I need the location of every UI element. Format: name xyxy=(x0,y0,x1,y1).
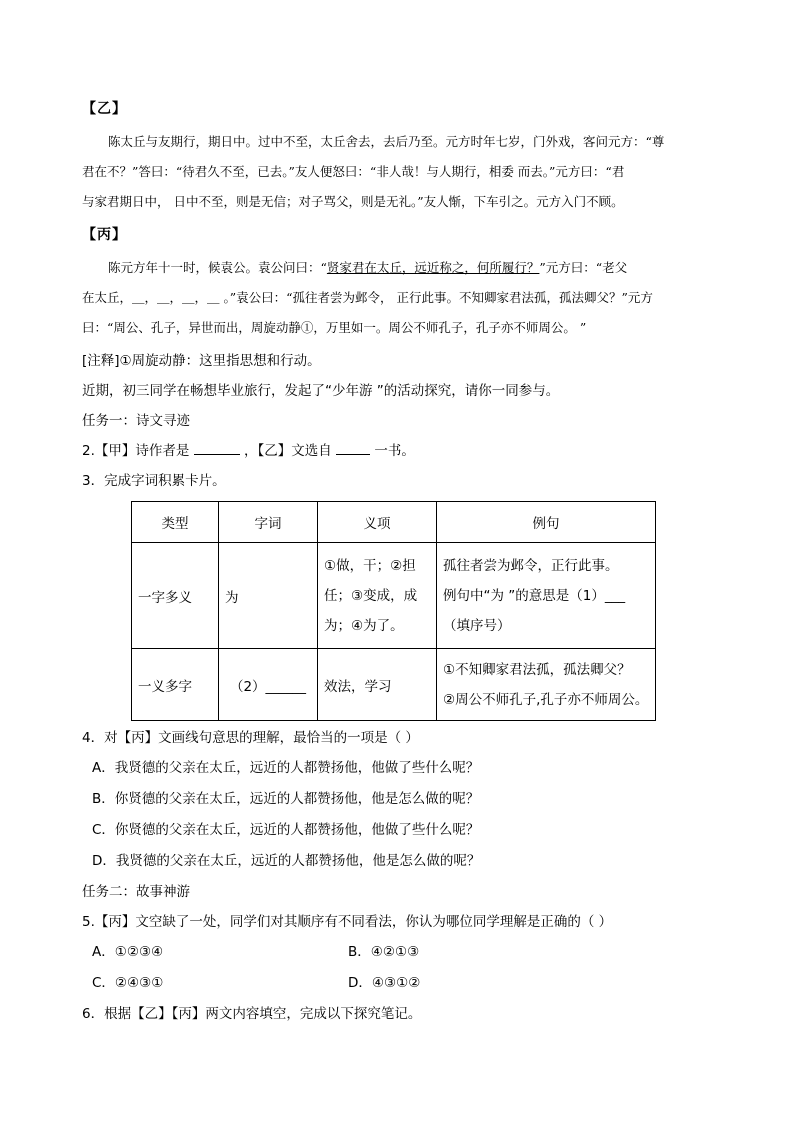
table-header-word: 字词 xyxy=(219,502,318,543)
row1-meaning-line: ①做，干；②担 xyxy=(324,557,416,574)
q5-option-b[interactable]: B．④②①③ xyxy=(348,944,420,960)
question-area xyxy=(82,346,722,496)
table-header-meaning: 义项 xyxy=(318,502,437,543)
section-bing-line: 在太丘，＿，＿，＿，＿ 。”袁公曰：“孤往者尝为邺令， 正行此事。不知卿家君法孤，孤法卿父？”元方 xyxy=(82,290,653,305)
row1-word: 为 xyxy=(219,543,318,649)
question-4 xyxy=(82,723,722,1029)
row1-example-line: 孤往者尝为邺令，正行此事。 xyxy=(443,557,619,574)
section-bing-text xyxy=(82,253,722,343)
underlined-sentence: 贤家君在太丘，远近称之，何所履行？ xyxy=(326,260,540,275)
question-6: 6．根据【乙】【丙】两文内容填空，完成以下探究笔记。 xyxy=(82,1006,422,1022)
table-row xyxy=(132,649,656,721)
section-yi-text xyxy=(82,127,722,217)
q5-options-row xyxy=(82,968,722,999)
q4-option-d[interactable]: D．我贤德的父亲在太丘，远近的人都赞扬他，他是怎么做的呢？ xyxy=(92,853,481,869)
vocabulary-card-table xyxy=(131,501,656,721)
row1-meaning xyxy=(318,543,437,649)
row2-word-blank[interactable]: （2）______ xyxy=(219,649,318,721)
row1-type: 一字多义 xyxy=(132,543,219,649)
row2-example xyxy=(437,649,656,721)
section-yi-line: 君在不？”答曰：“待君久不至，已去。”友人便怒曰：“非人哉！与人期行，相委 而去。”元方曰：“君 xyxy=(82,164,625,179)
section-bing xyxy=(82,224,722,244)
section-yi-heading: 【乙】 xyxy=(82,101,127,117)
q4-option-c[interactable]: C．你贤德的父亲在太丘，远近的人都赞扬他，他做了些什么呢？ xyxy=(92,822,480,838)
section-yi-line-text: 陈太丘与友期行，期日中。过中不至，太丘舍去，去后乃至。元方时年七岁，门外戏，客问元方：“尊 xyxy=(108,134,665,149)
row1-meaning-line: 任；③变成，成 xyxy=(324,587,418,604)
question-2 xyxy=(82,436,722,466)
section-bing-line xyxy=(82,253,722,283)
table-header-row xyxy=(132,502,656,543)
q4-option-a[interactable]: A．我贤德的父亲在太丘，远近的人都赞扬他，他做了些什么呢？ xyxy=(92,760,480,776)
section-bing-text-b: ”元方曰：“老父 xyxy=(539,260,628,275)
q2-part-b: ，【乙】文选自 xyxy=(243,443,332,459)
q2-part-a: 2.【甲】诗作者是 xyxy=(82,443,190,459)
section-yi xyxy=(82,98,722,118)
table-header-example: 例句 xyxy=(437,502,656,543)
row1-example[interactable] xyxy=(437,543,656,649)
section-yi-line xyxy=(82,127,722,157)
q5-option-c[interactable]: C．②④③① xyxy=(92,975,164,991)
row2-example-line: ①不知卿家君法孤，孤法卿父？ xyxy=(443,661,631,678)
q2-blank-1[interactable] xyxy=(194,440,240,455)
row1-example-line: 例句中“为 ”的意思是（1）___ xyxy=(443,587,626,604)
q2-blank-2[interactable] xyxy=(336,440,370,455)
section-bing-text-a: 陈元方年十一时，候袁公。袁公问曰：“ xyxy=(108,260,327,275)
section-bing-heading: 【丙】 xyxy=(82,227,127,243)
annotation-note: [注释]①周旋动静：这里指思想和行动。 xyxy=(82,353,321,369)
table-row xyxy=(132,543,656,649)
section-yi-line: 与家君期日中， 日中不至，则是无信；对子骂父，则是无礼。”友人惭，下车引之。元方入门不顾。 xyxy=(82,194,624,209)
row1-meaning-line: 为；④为了。 xyxy=(324,617,404,634)
row2-type: 一义多字 xyxy=(132,649,219,721)
task-one-title: 任务一：诗文寻迹 xyxy=(82,413,190,429)
q2-part-c: 一书。 xyxy=(374,443,415,459)
q5-stem: 5.【丙】文空缺了一处，同学们对其顺序有不同看法，你认为哪位同学理解是正确的（ ） xyxy=(82,914,613,930)
table-header-type: 类型 xyxy=(132,502,219,543)
activity-intro: 近期，初三同学在畅想毕业旅行，发起了“少年游 ”的活动探究，请你一同参与。 xyxy=(82,383,560,399)
q4-option-b[interactable]: B．你贤德的父亲在太丘，远近的人都赞扬他，他是怎么做的呢？ xyxy=(92,791,480,807)
q4-stem: 4．对【丙】文画线句意思的理解，最恰当的一项是（ ） xyxy=(82,730,419,746)
q5-option-d[interactable]: D．④③①② xyxy=(348,975,421,991)
q5-options-row xyxy=(82,937,722,968)
row1-example-line: （填序号） xyxy=(443,617,511,634)
task-two-title: 任务二：故事神游 xyxy=(82,884,190,900)
row2-example-line: ②周公不师孔子,孔子亦不师周公。 xyxy=(443,691,649,708)
row2-meaning: 效法，学习 xyxy=(318,649,437,721)
section-bing-line: 曰：“周公、孔子，异世而出，周旋动静①，万里如一。周公不师孔子，孔子亦不师周公。 ” xyxy=(82,320,587,335)
q5-option-a[interactable]: A．①②③④ xyxy=(92,944,164,960)
question-3: 3．完成字词积累卡片。 xyxy=(82,473,226,489)
